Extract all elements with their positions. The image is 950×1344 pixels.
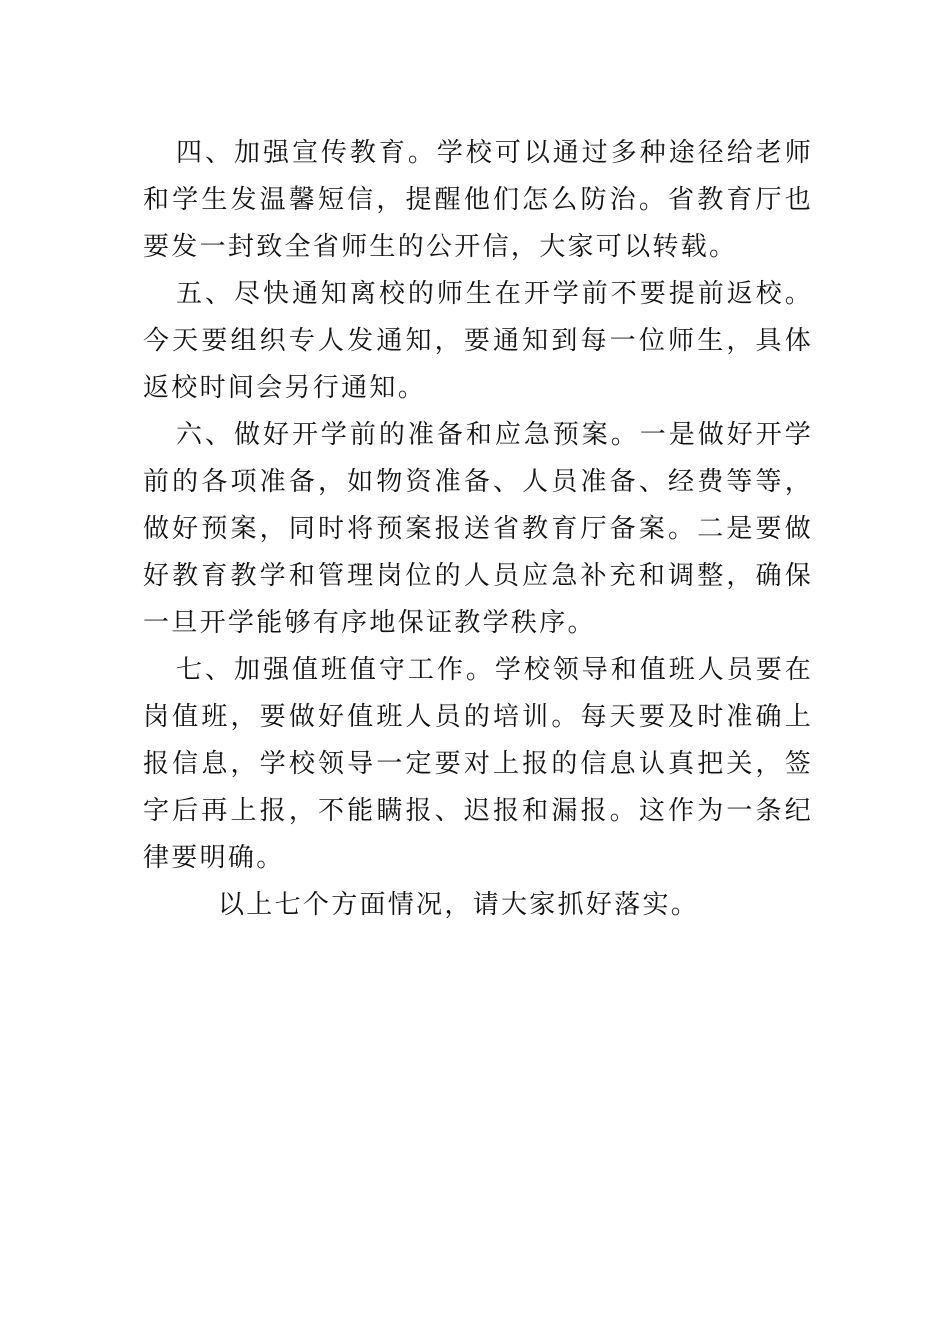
- closing-line: 以上七个方面情况，请大家抓好落实。: [218, 890, 700, 920]
- paragraph-five: 五、尽快通知离校的师生在开学前不要提前返校。今天要组织专人发通知，要通知到每一位师生，具体返校时间会另行通知。: [143, 279, 813, 403]
- document-body: [143, 130, 813, 929]
- paragraph-four: 四、加强宣传教育。学校可以通过多种途径给老师和学生发温馨短信，提醒他们怎么防治。省教育厅也要发一封致全省师生的公开信，大家可以转载。: [143, 138, 813, 262]
- paragraph-six: 六、做好开学前的准备和应急预案。一是做好开学前的各项准备，如物资准备、人员准备、经费等等，做好预案，同时将预案报送省教育厅备案。二是要做好教育教学和管理岗位的人员应急补充和调整，确保一旦开学能够有序地保证教学秩序。: [143, 420, 813, 638]
- paragraph-seven: 七、加强值班值守工作。学校领导和值班人员要在岗值班，要做好值班人员的培训。每天要及时准确上报信息，学校领导一定要对上报的信息认真把关，签字后再上报，不能瞒报、迟报和漏报。这作为一条纪律要明确。: [143, 655, 813, 873]
